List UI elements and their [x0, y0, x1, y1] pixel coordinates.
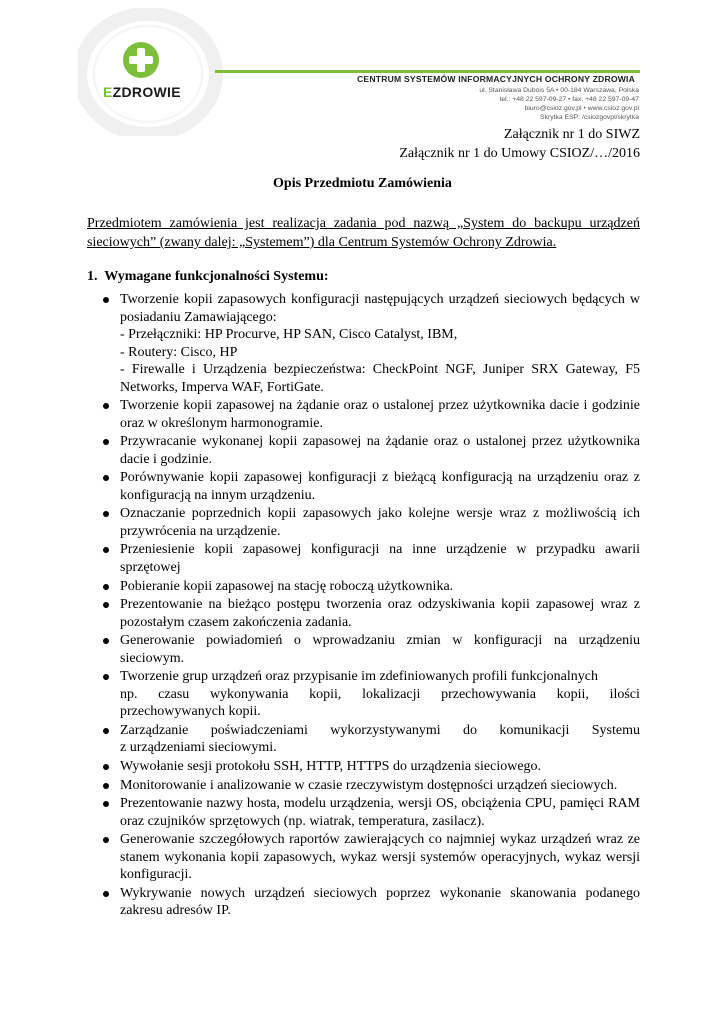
word: kopii,: [556, 686, 589, 702]
bullet-icon: [103, 602, 109, 608]
ezdrowie-logo: [78, 8, 230, 136]
bullet-icon: [103, 297, 109, 303]
list-item-line: z urządzeniami sieciowymi.: [120, 740, 277, 756]
list-item-line: Tworzenie grup urządzeń oraz przypisanie im zdefiniowanych profili funkcjonalnych: [120, 669, 598, 685]
bullet-icon: [103, 783, 109, 789]
page-title: Opis Przedmiotu Zamówienia: [273, 176, 452, 191]
list-item-text: Generowanie powiadomień o wprowadzaniu zmian w konfiguracji na urządzeniu sieciowym.: [120, 633, 640, 666]
logo-wordmark-e: E: [103, 84, 113, 100]
word: komunikacji: [499, 722, 570, 738]
organization-name: CENTRUM SYSTEMÓW INFORMACYJNYCH OCHRONY ZDROWIA: [357, 74, 636, 84]
list-item-line: [120, 722, 640, 740]
list-item: [103, 505, 640, 540]
list-item: [103, 795, 640, 830]
list-item: [103, 632, 640, 667]
logo-ring-icon: [78, 8, 230, 136]
word: do: [463, 722, 478, 738]
list-item-text: Porównywanie kopii zapasowej konfiguracji z bieżącą konfiguracją na urządzeniu oraz z konfiguracją na innym urządzeniu.: [120, 470, 640, 503]
word: wykorzystywanymi: [330, 722, 441, 738]
list-item: [103, 758, 640, 776]
list-item-text: Przeniesienie kopii zapasowej konfiguracji na inne urządzenie w przypadku awarii sprzętowej: [120, 542, 640, 575]
list-item-text: Prezentowanie na bieżąco postępu tworzenia oraz odzyskiwania kopii zapasowej wraz z pozostałym czasem zakończenia zadania.: [120, 597, 640, 630]
word: wykonywania: [209, 686, 289, 702]
contact-epuap: Skrytka ESP: /csiozgovpl/skrytka: [540, 114, 639, 121]
logo-wordmark: [103, 84, 181, 100]
header-divider: [215, 70, 640, 73]
attachment-contract: Załącznik nr 1 do Umowy CSIOZ/…/2016: [399, 146, 640, 161]
contact-block: [479, 86, 639, 122]
list-item: [103, 541, 640, 576]
list-item-line: [120, 686, 640, 704]
list-item: [103, 469, 640, 504]
word: czasu: [158, 686, 190, 702]
word: np.: [120, 686, 138, 702]
list-item-text: Tworzenie kopii zapasowych konfiguracji następujących urządzeń sieciowych będących w posiadaniu Zamawiającego:: [120, 292, 640, 325]
bullet-icon: [103, 439, 109, 445]
list-item: [103, 433, 640, 468]
word: Zarządzanie: [120, 722, 189, 738]
list-item: [103, 578, 640, 596]
list-item: [103, 291, 640, 396]
list-item-text: Prezentowanie nazwy hosta, modelu urządzenia, wersji OS, obciążenia CPU, pamięci RAM oraz czujników sprzętowych (np. wiatrak, temperatura, zasilacz).: [120, 796, 640, 829]
bullet-icon: [103, 547, 109, 553]
bullet-icon: [103, 891, 109, 897]
bullet-icon: [103, 674, 109, 680]
list-item: [103, 397, 640, 432]
requirements-list: [103, 291, 640, 921]
list-item: [103, 668, 640, 721]
list-item-text: Generowanie szczegółowych raportów zawierających co najmniej wykaz urządzeń wraz ze stanem wykonania kopii zapasowych, wykaz wersji systemów operacyjnych, wykaz wersji konfiguracji.: [120, 832, 640, 883]
list-item-line: przechowywanych kopii.: [120, 704, 261, 720]
contact-email: biuro@csioz.gov.pl • www.csioz.gov.pl: [524, 105, 639, 112]
bullet-icon: [103, 403, 109, 409]
word: ilości: [609, 686, 640, 702]
list-item-text: Pobieranie kopii zapasowej na stację roboczą użytkownika.: [120, 578, 454, 594]
contact-phone: tel.: +48 22 597-09-27 • fax: +48 22 597-09-47: [499, 96, 639, 103]
list-item: [103, 596, 640, 631]
bullet-icon: [103, 837, 109, 843]
bullet-icon: [103, 511, 109, 517]
bullet-icon: [103, 584, 109, 590]
intro-paragraph: Przedmiotem zamówienia jest realizacja zadania pod nazwą „System do backupu urządzeń sieciowych” (zwany dalej: „Systemem”) dla Centrum Systemów Ochrony Zdrowia.: [87, 216, 640, 250]
list-item-subline: - Przełączniki: HP Procurve, HP SAN, Cisco Catalyst, IBM,: [120, 327, 458, 342]
bullet-icon: [103, 475, 109, 481]
word: przechowywania: [441, 686, 536, 702]
word: poświadczeniami: [210, 722, 308, 738]
word: lokalizacji: [362, 686, 421, 702]
list-item-text: Wywołanie sesji protokołu SSH, HTTP, HTTPS do urządzenia sieciowego.: [120, 759, 542, 775]
list-item: [103, 885, 640, 920]
bullet-icon: [103, 801, 109, 807]
list-item: [103, 831, 640, 884]
section-title: Wymagane funkcjonalności Systemu:: [104, 269, 329, 284]
list-item-text: Przywracanie wykonanej kopii zapasowej na żądanie oraz o ustalonej przez użytkownika dacie i godzinie.: [120, 434, 640, 467]
section-number: 1.: [87, 269, 98, 284]
bullet-icon: [103, 764, 109, 770]
bullet-icon: [103, 728, 109, 734]
list-item-subline: - Routery: Cisco, HP: [120, 344, 238, 360]
word: Systemu: [591, 722, 640, 738]
attachment-siwz: Załącznik nr 1 do SIWZ: [503, 127, 640, 142]
bullet-icon: [103, 638, 109, 644]
section-heading: [87, 269, 329, 285]
list-item: [103, 722, 640, 757]
contact-address: ul. Stanisława Dubois 5A • 00-184 Warszawa, Polska: [479, 87, 639, 94]
list-item: [103, 777, 640, 795]
list-item-text: Oznaczanie poprzednich kopii zapasowych jako kolejne wersje wraz z możliwością ich przywrócenia na urządzenie.: [120, 506, 640, 539]
attachment-references: [399, 125, 640, 163]
logo-wordmark-rest: ZDROWIE: [112, 84, 181, 100]
list-item-text: Wykrywanie nowych urządzeń sieciowych poprzez wykonanie skanowania podanego zakresu adresów IP.: [120, 885, 640, 919]
list-item-text: Monitorowanie i analizowanie w czasie rzeczywistym dostępności urządzeń sieciowych.: [120, 777, 618, 793]
word: kopii,: [309, 686, 342, 702]
list-item-subline: - Firewalle i Urządzenia bezpieczeństwa: CheckPoint NGF, Juniper SRX Gateway, F5 Networks, Imperva WAF, FortiGate.: [120, 362, 640, 395]
list-item-text: Tworzenie kopii zapasowej na żądanie oraz o ustalonej przez użytkownika dacie i godzinie oraz w określonym harmonogramie.: [120, 398, 640, 431]
